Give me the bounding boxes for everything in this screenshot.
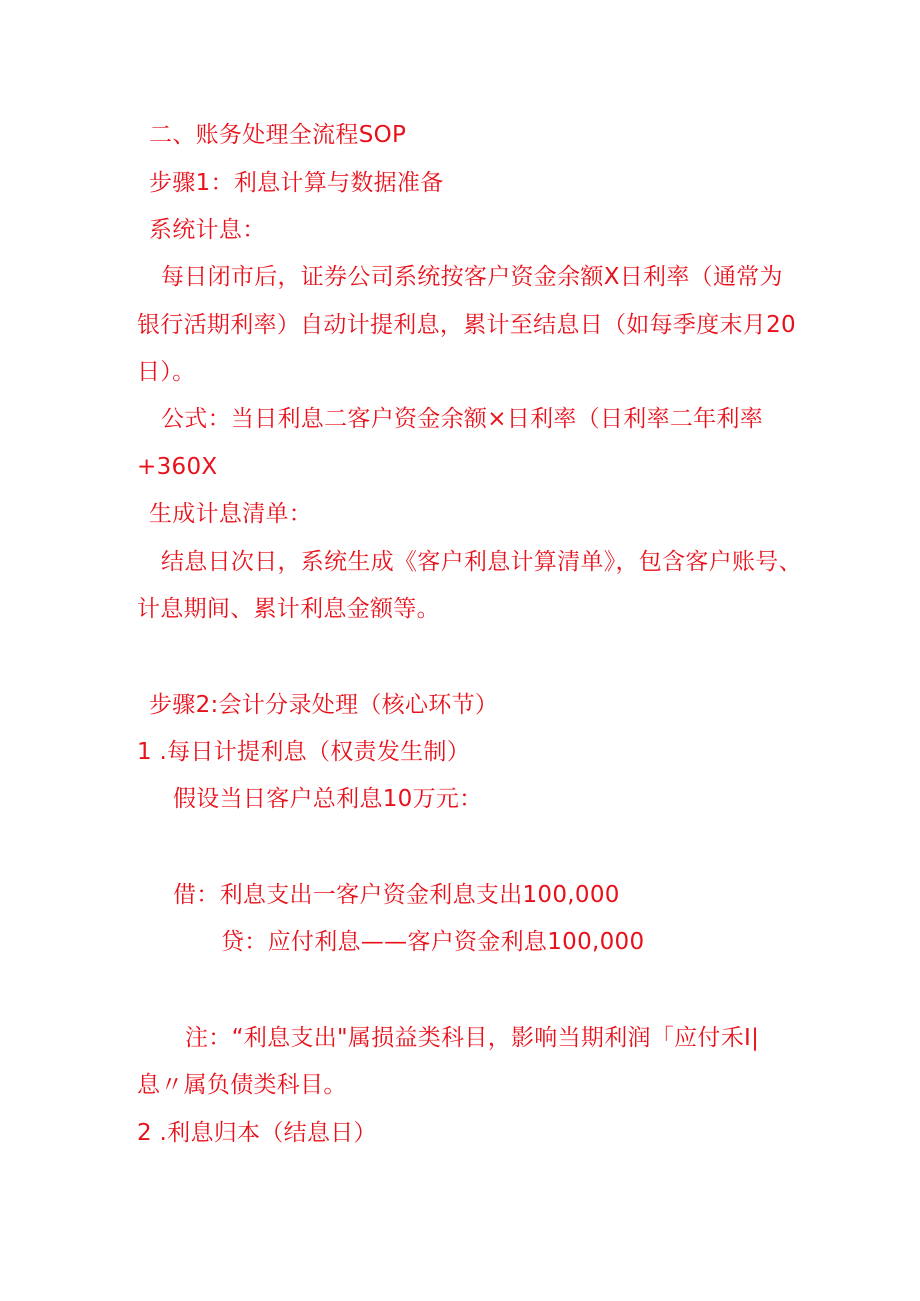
formula-line: +360X [137,454,218,480]
paragraph-line: 结息日次日，系统生成《客户利息计算清单》，包含客户账号、 [161,549,802,575]
credit-entry: 贷：应付利息——客户资金利息100,000 [221,929,645,955]
sub-item-2-heading: 2 .利息归本（结息日） [137,1120,377,1146]
generate-list-heading: 生成计息清单： [149,501,313,527]
paragraph-line: 银行活期利率）自动计提利息，累计至结息日（如每季度末月20 [137,312,796,338]
paragraph-line: 计息期间、累计利息金额等。 [137,596,440,622]
assumption-line: 假设当日客户总利息10万元： [173,786,483,812]
note-line: 注：“利息支出"属损益类科目，影响当期利润「应付禾I| [185,1025,760,1051]
formula-line: 公式：当日利息二客户资金余额×日利率（日利率二年利率 [161,406,764,432]
step-2-heading: 步骤2:会计分录处理（核心环节） [149,692,499,718]
step-1-heading: 步骤1：利息计算与数据准备 [149,170,444,196]
section-heading: 二、账务处理全流程SOP [149,122,407,148]
note-line: 息〃属负债类科目。 [137,1072,347,1098]
system-interest-heading: 系统计息： [149,217,266,243]
sub-item-1-heading: 1 .每日计提利息（权责发生制） [137,739,471,765]
paragraph-line: 日）。 [137,359,196,385]
debit-entry: 借：利息支出一客户资金利息支出100,000 [173,882,620,908]
paragraph-line: 每日闭市后，证券公司系统按客户资金余额X日利率（通常为 [161,264,783,290]
